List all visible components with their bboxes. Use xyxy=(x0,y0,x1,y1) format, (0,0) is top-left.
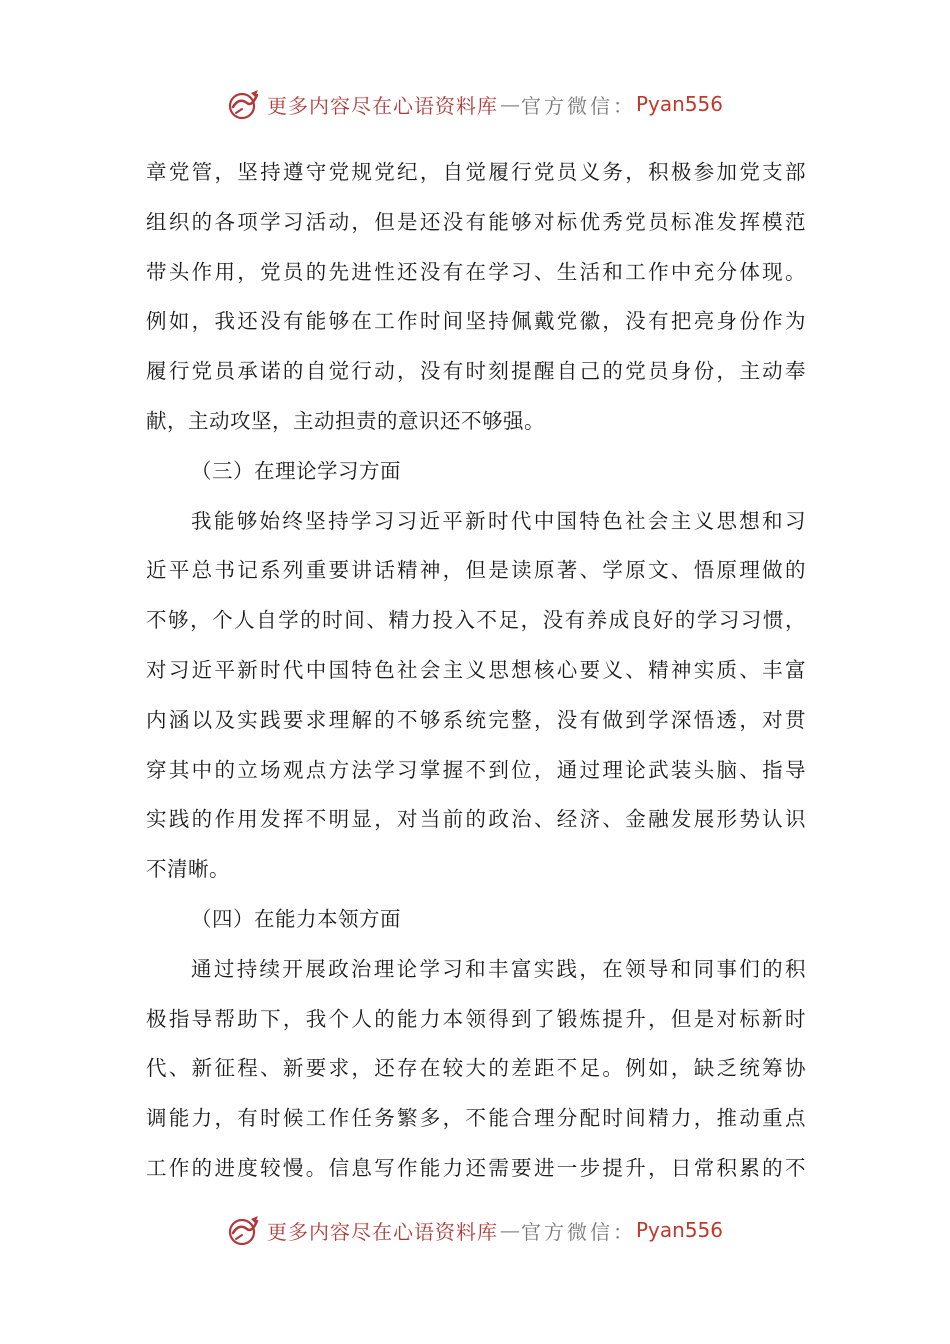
body-line: 不够，个人自学的时间、精力投入不足，没有养成良好的学习习惯， xyxy=(146,608,806,633)
body-line: 实践的作用发挥不明显，对当前的政治、经济、金融发展形势认识 xyxy=(146,807,806,832)
body-line: 组织的各项学习活动，但是还没有能够对标优秀党员标准发挥模范 xyxy=(146,209,806,234)
banner-separator: — xyxy=(499,1218,519,1242)
body-line: 章党管，坚持遵守党规党纪，自觉履行党员义务，积极参加党支部 xyxy=(146,160,806,184)
body-line: 近平总书记系列重要讲话精神，但是读原著、学原文、悟原理做的 xyxy=(146,558,806,583)
body-line: 对习近平新时代中国特色社会主义思想核心要义、精神实质、丰富 xyxy=(146,657,806,682)
section-heading: （四）在能力本领方面 xyxy=(191,906,401,931)
banner-site-name: 更多内容尽在心语资料库 xyxy=(266,1219,498,1244)
body-line: 通过持续开展政治理论学习和丰富实践，在领导和同事们的积 xyxy=(191,956,806,981)
body-line: 内涵以及实践要求理解的不够系统完整，没有做到学深悟透，对贯 xyxy=(146,707,806,732)
banner-contact-id: Pyan556 xyxy=(635,92,723,116)
body-line: 极指导帮助下，我个人的能力本领得到了锻炼提升，但是对标新时 xyxy=(146,1006,806,1031)
banner-separator: — xyxy=(499,92,519,116)
body-line: 我能够始终坚持学习习近平新时代中国特色社会主义思想和习 xyxy=(191,508,806,533)
body-line: 不清晰。 xyxy=(146,857,230,882)
banner-contact-label: 官方微信： xyxy=(520,1219,636,1244)
header-banner xyxy=(0,84,950,124)
banner-site-name: 更多内容尽在心语资料库 xyxy=(266,93,498,118)
body-line: 穿其中的立场观点方法学习掌握不到位，通过理论武装头脑、指导 xyxy=(146,757,806,782)
body-line: 工作的进度较慢。信息写作能力还需要进一步提升，日常积累的不 xyxy=(146,1155,806,1180)
body-line: 带头作用，党员的先进性还没有在学习、生活和工作中充分体现。 xyxy=(146,259,806,284)
body-line: 献，主动攻坚，主动担责的意识还不够强。 xyxy=(146,408,545,433)
section-heading: （三）在理论学习方面 xyxy=(191,458,401,483)
footer-banner xyxy=(0,1210,950,1250)
body-line: 代、新征程、新要求，还存在较大的差距不足。例如，缺乏统筹协 xyxy=(146,1056,806,1081)
document-body xyxy=(146,148,806,1194)
body-line: 调能力，有时候工作任务繁多，不能合理分配时间精力，推动重点 xyxy=(146,1106,806,1131)
pen-logo-icon xyxy=(227,87,261,121)
pen-logo-icon xyxy=(227,1213,261,1247)
body-line: 履行党员承诺的自觉行动，没有时刻提醒自己的党员身份，主动奉 xyxy=(146,359,806,384)
banner-contact-label: 官方微信： xyxy=(520,93,636,118)
body-line: 例如，我还没有能够在工作时间坚持佩戴党徽，没有把亮身份作为 xyxy=(146,309,806,334)
banner-contact-id: Pyan556 xyxy=(635,1218,723,1242)
